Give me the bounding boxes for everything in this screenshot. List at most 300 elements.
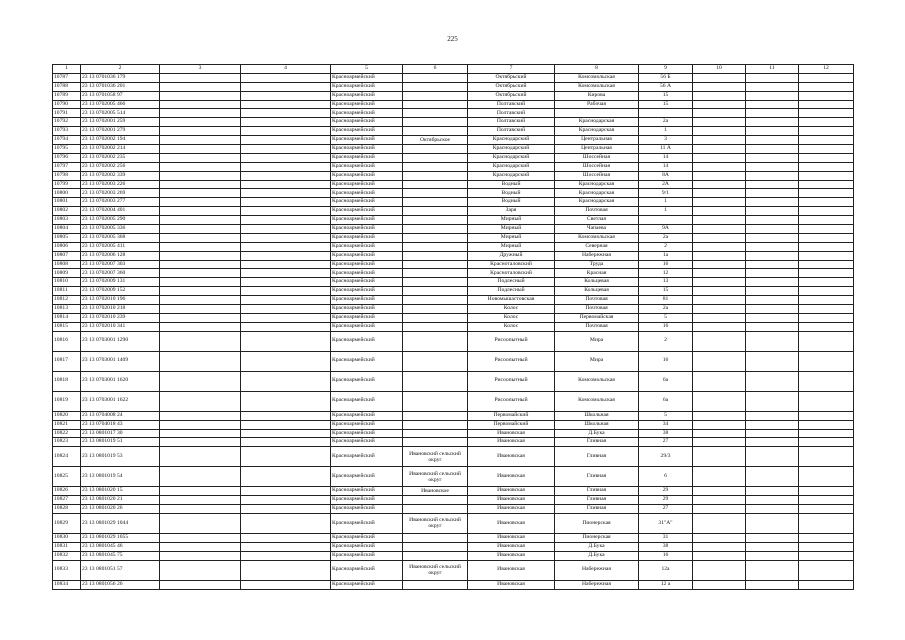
- cell-street: Шоссейная: [555, 162, 639, 171]
- cell-number: 10814: [53, 313, 81, 322]
- cell-locality: Ивановская: [468, 447, 555, 467]
- cell-locality: Ивановская: [468, 551, 555, 560]
- cell-settlement: [403, 162, 468, 171]
- cell-empty: [799, 100, 854, 109]
- cell-street: Гливная: [555, 438, 639, 447]
- cell-empty: [693, 438, 746, 447]
- cell-district: Красноармейский: [331, 82, 403, 91]
- page-number: 225: [447, 35, 458, 43]
- cell-house: 16: [639, 322, 693, 331]
- cell-district: Красноармейский: [331, 162, 403, 171]
- cell-empty: [799, 542, 854, 551]
- cell-empty: [799, 207, 854, 216]
- table-row: [53, 242, 854, 251]
- cell-number: 10801: [53, 198, 81, 207]
- cell-district: Красноармейский: [331, 487, 403, 496]
- cell-house: 34: [639, 420, 693, 429]
- cell-street: Краснодарская: [555, 180, 639, 189]
- table-row: [53, 82, 854, 91]
- cell-district: Красноармейский: [331, 260, 403, 269]
- cell-empty: [693, 127, 746, 136]
- cell-settlement: [403, 269, 468, 278]
- cell-empty: [746, 322, 799, 331]
- cell-house: 6: [639, 467, 693, 487]
- cell-house: 15: [639, 91, 693, 100]
- cell-settlement: [403, 207, 468, 216]
- cell-empty: [799, 118, 854, 127]
- cell-empty: [241, 429, 331, 438]
- cell-empty: [799, 91, 854, 100]
- cell-empty: [799, 278, 854, 287]
- cell-cadastral-code: 23 13 0801020 21: [81, 496, 160, 505]
- cell-settlement: [403, 542, 468, 551]
- table-row: [53, 580, 854, 589]
- cell-number: 10810: [53, 278, 81, 287]
- cell-locality: Октябрьский: [468, 91, 555, 100]
- cell-empty: [160, 242, 241, 251]
- cell-settlement: [403, 216, 468, 225]
- cell-street: Гливная: [555, 496, 639, 505]
- table-row: [53, 189, 854, 198]
- cell-house: 2А: [639, 180, 693, 189]
- cell-empty: [693, 162, 746, 171]
- table-row: [53, 233, 854, 242]
- cell-district: Красноармейский: [331, 447, 403, 467]
- cell-empty: [693, 225, 746, 234]
- cell-empty: [241, 145, 331, 154]
- cell-street: Гливная: [555, 467, 639, 487]
- cell-number: 10797: [53, 162, 81, 171]
- cell-number: 10805: [53, 233, 81, 242]
- cell-cadastral-code: 23 13 0702005 368: [81, 233, 160, 242]
- cell-locality: Первомайский: [468, 411, 555, 420]
- cell-district: Красноармейский: [331, 551, 403, 560]
- cell-empty: [241, 198, 331, 207]
- cell-cadastral-code: 23 13 0703001 1620: [81, 371, 160, 391]
- cell-empty: [160, 118, 241, 127]
- cell-cadastral-code: 23 13 0704018 43: [81, 420, 160, 429]
- cell-empty: [241, 91, 331, 100]
- cell-district: Красноармейский: [331, 242, 403, 251]
- cell-cadastral-code: 23 13 0801020 15: [81, 487, 160, 496]
- cell-number: 10806: [53, 242, 81, 251]
- cell-empty: [160, 171, 241, 180]
- cell-cadastral-code: 23 13 0702010 196: [81, 296, 160, 305]
- cell-cadastral-code: 23 13 0702002 339: [81, 171, 160, 180]
- cell-street: Северная: [555, 242, 639, 251]
- table-row: [53, 542, 854, 551]
- cell-house: 56 Б: [639, 73, 693, 82]
- cell-empty: [160, 287, 241, 296]
- cell-cadastral-code: 23 13 0702005 466: [81, 100, 160, 109]
- cell-district: Красноармейский: [331, 109, 403, 118]
- cell-empty: [746, 487, 799, 496]
- cell-district: Красноармейский: [331, 438, 403, 447]
- cell-settlement: [403, 322, 468, 331]
- header-row: [53, 65, 854, 74]
- cell-cadastral-code: 23 13 0801045 46: [81, 542, 160, 551]
- cell-empty: [160, 145, 241, 154]
- cell-empty: [746, 542, 799, 551]
- cell-empty: [160, 551, 241, 560]
- cell-cadastral-code: 23 13 0702001 279: [81, 127, 160, 136]
- cell-street: Пионерская: [555, 513, 639, 533]
- cell-street: Комсомольская: [555, 233, 639, 242]
- cell-district: Красноармейский: [331, 136, 403, 145]
- cell-district: Красноармейский: [331, 91, 403, 100]
- column-header: 2: [81, 65, 160, 74]
- cell-house: 81: [639, 296, 693, 305]
- cell-settlement: [403, 189, 468, 198]
- cell-cadastral-code: 23 13 0702005 290: [81, 216, 160, 225]
- cell-house: 29: [639, 496, 693, 505]
- cell-locality: Ивановская: [468, 560, 555, 580]
- cell-locality: Подлесный: [468, 287, 555, 296]
- cell-empty: [693, 513, 746, 533]
- cell-empty: [746, 296, 799, 305]
- cell-empty: [160, 233, 241, 242]
- cell-district: Красноармейский: [331, 278, 403, 287]
- cell-number: 10789: [53, 91, 81, 100]
- cell-empty: [799, 109, 854, 118]
- cell-empty: [160, 207, 241, 216]
- cell-empty: [746, 580, 799, 589]
- cell-house: 1: [639, 127, 693, 136]
- cell-empty: [241, 278, 331, 287]
- cell-locality: Ивановская: [468, 429, 555, 438]
- table-row: [53, 551, 854, 560]
- cell-house: 1: [639, 198, 693, 207]
- cell-number: 10823: [53, 438, 81, 447]
- cell-empty: [693, 180, 746, 189]
- table-row: [53, 560, 854, 580]
- table-row: [53, 533, 854, 542]
- cell-settlement: [403, 260, 468, 269]
- cell-cadastral-code: 23 13 0702002 214: [81, 145, 160, 154]
- cell-locality: Рисоопытный: [468, 331, 555, 351]
- cell-number: 10831: [53, 542, 81, 551]
- cell-street: Кирова: [555, 91, 639, 100]
- cell-settlement: [403, 109, 468, 118]
- cell-district: Красноармейский: [331, 542, 403, 551]
- cell-number: 10807: [53, 251, 81, 260]
- cell-locality: Октябрьский: [468, 82, 555, 91]
- cell-empty: [693, 542, 746, 551]
- cell-street: Почтовая: [555, 305, 639, 314]
- cell-cadastral-code: 23 13 0702009 131: [81, 278, 160, 287]
- cell-cadastral-code: 23 13 0703001 1622: [81, 391, 160, 411]
- cell-settlement: [403, 153, 468, 162]
- cell-district: Красноармейский: [331, 331, 403, 351]
- cell-house: [639, 109, 693, 118]
- cell-empty: [160, 505, 241, 514]
- cell-locality: Краснодарский: [468, 153, 555, 162]
- cell-empty: [799, 198, 854, 207]
- cell-empty: [160, 331, 241, 351]
- cell-empty: [693, 278, 746, 287]
- cell-house: 3: [639, 136, 693, 145]
- cell-locality: Первомайский: [468, 420, 555, 429]
- cell-house: 31: [639, 533, 693, 542]
- cell-number: 10815: [53, 322, 81, 331]
- cell-locality: Краснодарский: [468, 171, 555, 180]
- cell-settlement: [403, 533, 468, 542]
- cell-empty: [799, 136, 854, 145]
- cell-locality: Полтавский: [468, 118, 555, 127]
- cell-empty: [160, 251, 241, 260]
- cell-empty: [693, 136, 746, 145]
- table-row: [53, 505, 854, 514]
- cell-settlement: [403, 180, 468, 189]
- cell-empty: [241, 162, 331, 171]
- cell-empty: [746, 153, 799, 162]
- cell-cadastral-code: 23 13 0702007 303: [81, 260, 160, 269]
- cell-empty: [241, 447, 331, 467]
- cell-house: 31"А": [639, 513, 693, 533]
- cell-settlement: Ивановский сельский округ: [403, 513, 468, 533]
- cell-district: Красноармейский: [331, 171, 403, 180]
- cell-number: 10817: [53, 351, 81, 371]
- cell-empty: [160, 127, 241, 136]
- cell-district: Красноармейский: [331, 100, 403, 109]
- cell-empty: [160, 153, 241, 162]
- cell-district: Красноармейский: [331, 225, 403, 234]
- cell-empty: [160, 73, 241, 82]
- cell-empty: [241, 371, 331, 391]
- cell-house: 15: [639, 287, 693, 296]
- table-row: [53, 180, 854, 189]
- cell-empty: [799, 242, 854, 251]
- cell-empty: [160, 162, 241, 171]
- cell-locality: Водный: [468, 198, 555, 207]
- cell-district: Красноармейский: [331, 145, 403, 154]
- cell-empty: [241, 391, 331, 411]
- cell-empty: [693, 118, 746, 127]
- cell-district: Красноармейский: [331, 198, 403, 207]
- cell-locality: Ивановская: [468, 580, 555, 589]
- cell-cadastral-code: 23 13 0702010 218: [81, 305, 160, 314]
- cell-settlement: [403, 145, 468, 154]
- cell-cadastral-code: 23 13 0801019 54: [81, 467, 160, 487]
- cell-locality: Ивановская: [468, 438, 555, 447]
- cell-house: 27: [639, 438, 693, 447]
- cell-empty: [241, 438, 331, 447]
- cell-empty: [160, 371, 241, 391]
- cell-empty: [799, 296, 854, 305]
- cell-house: 1а: [639, 251, 693, 260]
- cell-empty: [746, 233, 799, 242]
- cell-empty: [160, 496, 241, 505]
- cell-locality: Дружный: [468, 251, 555, 260]
- cell-empty: [693, 189, 746, 198]
- column-header: 7: [468, 65, 555, 74]
- cell-cadastral-code: 23 13 0801019 53: [81, 447, 160, 467]
- cell-district: Красноармейский: [331, 420, 403, 429]
- cell-district: Красноармейский: [331, 305, 403, 314]
- table-row: [53, 351, 854, 371]
- cell-empty: [799, 171, 854, 180]
- cell-street: Пионерская: [555, 533, 639, 542]
- cell-empty: [799, 127, 854, 136]
- cell-house: 2а: [639, 233, 693, 242]
- cell-number: 10834: [53, 580, 81, 589]
- column-header: 3: [160, 65, 241, 74]
- cell-settlement: Ивановский сельский округ: [403, 467, 468, 487]
- cell-empty: [241, 251, 331, 260]
- cell-number: 10822: [53, 429, 81, 438]
- cell-house: 38: [639, 429, 693, 438]
- cell-street: Кольцевая: [555, 287, 639, 296]
- cell-district: Красноармейский: [331, 73, 403, 82]
- column-header: 10: [693, 65, 746, 74]
- cell-number: 10820: [53, 411, 81, 420]
- table-row: [53, 171, 854, 180]
- cell-empty: [799, 371, 854, 391]
- cell-empty: [799, 225, 854, 234]
- cell-empty: [746, 145, 799, 154]
- cell-settlement: [403, 251, 468, 260]
- cell-settlement: [403, 551, 468, 560]
- cell-cadastral-code: 23 13 0702005 411: [81, 242, 160, 251]
- table-row: [53, 313, 854, 322]
- cell-house: 12 а: [639, 580, 693, 589]
- cell-locality: Полтавский: [468, 109, 555, 118]
- cell-empty: [241, 73, 331, 82]
- cell-settlement: [403, 73, 468, 82]
- cell-settlement: [403, 505, 468, 514]
- table-row: [53, 447, 854, 467]
- cell-house: 2а: [639, 305, 693, 314]
- cell-empty: [746, 331, 799, 351]
- cell-settlement: [403, 118, 468, 127]
- table-row: [53, 438, 854, 447]
- cell-empty: [693, 551, 746, 560]
- cell-cadastral-code: 23 13 0702010 341: [81, 322, 160, 331]
- cell-settlement: [403, 331, 468, 351]
- cell-empty: [241, 551, 331, 560]
- cell-street: Почтовая: [555, 322, 639, 331]
- cell-empty: [799, 162, 854, 171]
- cell-district: Красноармейский: [331, 180, 403, 189]
- cell-settlement: [403, 233, 468, 242]
- cell-cadastral-code: 23 13 0801056 26: [81, 580, 160, 589]
- cell-empty: [241, 260, 331, 269]
- cell-settlement: [403, 100, 468, 109]
- cell-house: 2: [639, 331, 693, 351]
- cell-settlement: [403, 287, 468, 296]
- cell-house: 38: [639, 542, 693, 551]
- cell-empty: [241, 533, 331, 542]
- cell-empty: [693, 313, 746, 322]
- cell-cadastral-code: 23 13 0702003 226: [81, 180, 160, 189]
- cell-settlement: Ивановский сельский округ: [403, 447, 468, 467]
- cell-street: Гливная: [555, 505, 639, 514]
- cell-empty: [746, 505, 799, 514]
- cell-empty: [241, 269, 331, 278]
- cell-district: Красноармейский: [331, 429, 403, 438]
- cell-empty: [241, 560, 331, 580]
- cell-empty: [746, 560, 799, 580]
- cell-house: 16: [639, 551, 693, 560]
- cell-number: 10811: [53, 287, 81, 296]
- cell-empty: [746, 198, 799, 207]
- cell-empty: [746, 429, 799, 438]
- cell-empty: [160, 560, 241, 580]
- cell-empty: [693, 207, 746, 216]
- cell-empty: [746, 118, 799, 127]
- cell-number: 10830: [53, 533, 81, 542]
- cell-cadastral-code: 23 13 0801045 75: [81, 551, 160, 560]
- cell-empty: [746, 533, 799, 542]
- cell-number: 10798: [53, 171, 81, 180]
- cell-empty: [693, 331, 746, 351]
- cell-cadastral-code: 23 13 0801020 26: [81, 505, 160, 514]
- cell-empty: [693, 100, 746, 109]
- cell-settlement: [403, 371, 468, 391]
- cell-house: 2: [639, 242, 693, 251]
- cell-empty: [693, 411, 746, 420]
- cell-house: 29/3: [639, 447, 693, 467]
- cell-house: 13: [639, 278, 693, 287]
- cell-empty: [241, 153, 331, 162]
- table-row: [53, 322, 854, 331]
- table-row: [53, 118, 854, 127]
- cell-settlement: [403, 351, 468, 371]
- cell-number: 10828: [53, 505, 81, 514]
- cell-empty: [799, 313, 854, 322]
- cell-empty: [160, 269, 241, 278]
- table-row: [53, 100, 854, 109]
- cell-street: Кольцевая: [555, 278, 639, 287]
- cell-empty: [241, 82, 331, 91]
- cell-street: Комсомольская: [555, 73, 639, 82]
- column-header: 1: [53, 65, 81, 74]
- cell-empty: [241, 496, 331, 505]
- cell-empty: [746, 82, 799, 91]
- cell-locality: Мирный: [468, 233, 555, 242]
- table-row: [53, 296, 854, 305]
- cell-settlement: [403, 127, 468, 136]
- cell-cadastral-code: 23 13 0703001 1290: [81, 331, 160, 351]
- cell-settlement: Ивановский сельский округ: [403, 560, 468, 580]
- cell-empty: [241, 109, 331, 118]
- cell-number: 10833: [53, 560, 81, 580]
- cell-empty: [799, 438, 854, 447]
- cell-empty: [241, 118, 331, 127]
- table-row: [53, 145, 854, 154]
- cell-street: Краснодарская: [555, 127, 639, 136]
- cell-settlement: [403, 411, 468, 420]
- cell-locality: Заря: [468, 207, 555, 216]
- cell-empty: [799, 351, 854, 371]
- cell-empty: [799, 269, 854, 278]
- cell-cadastral-code: 23 13 0702002 256: [81, 162, 160, 171]
- cell-locality: Мирный: [468, 216, 555, 225]
- cell-empty: [160, 391, 241, 411]
- cell-cadastral-code: 23 13 0801017 30: [81, 429, 160, 438]
- table-row: [53, 371, 854, 391]
- cell-settlement: Октябрьское: [403, 136, 468, 145]
- cell-district: Красноармейский: [331, 251, 403, 260]
- cell-empty: [746, 313, 799, 322]
- cell-empty: [160, 225, 241, 234]
- cell-district: Красноармейский: [331, 391, 403, 411]
- cell-empty: [746, 189, 799, 198]
- column-header: 11: [746, 65, 799, 74]
- cell-street: Д.Бука: [555, 551, 639, 560]
- cell-empty: [160, 91, 241, 100]
- cell-number: 10790: [53, 100, 81, 109]
